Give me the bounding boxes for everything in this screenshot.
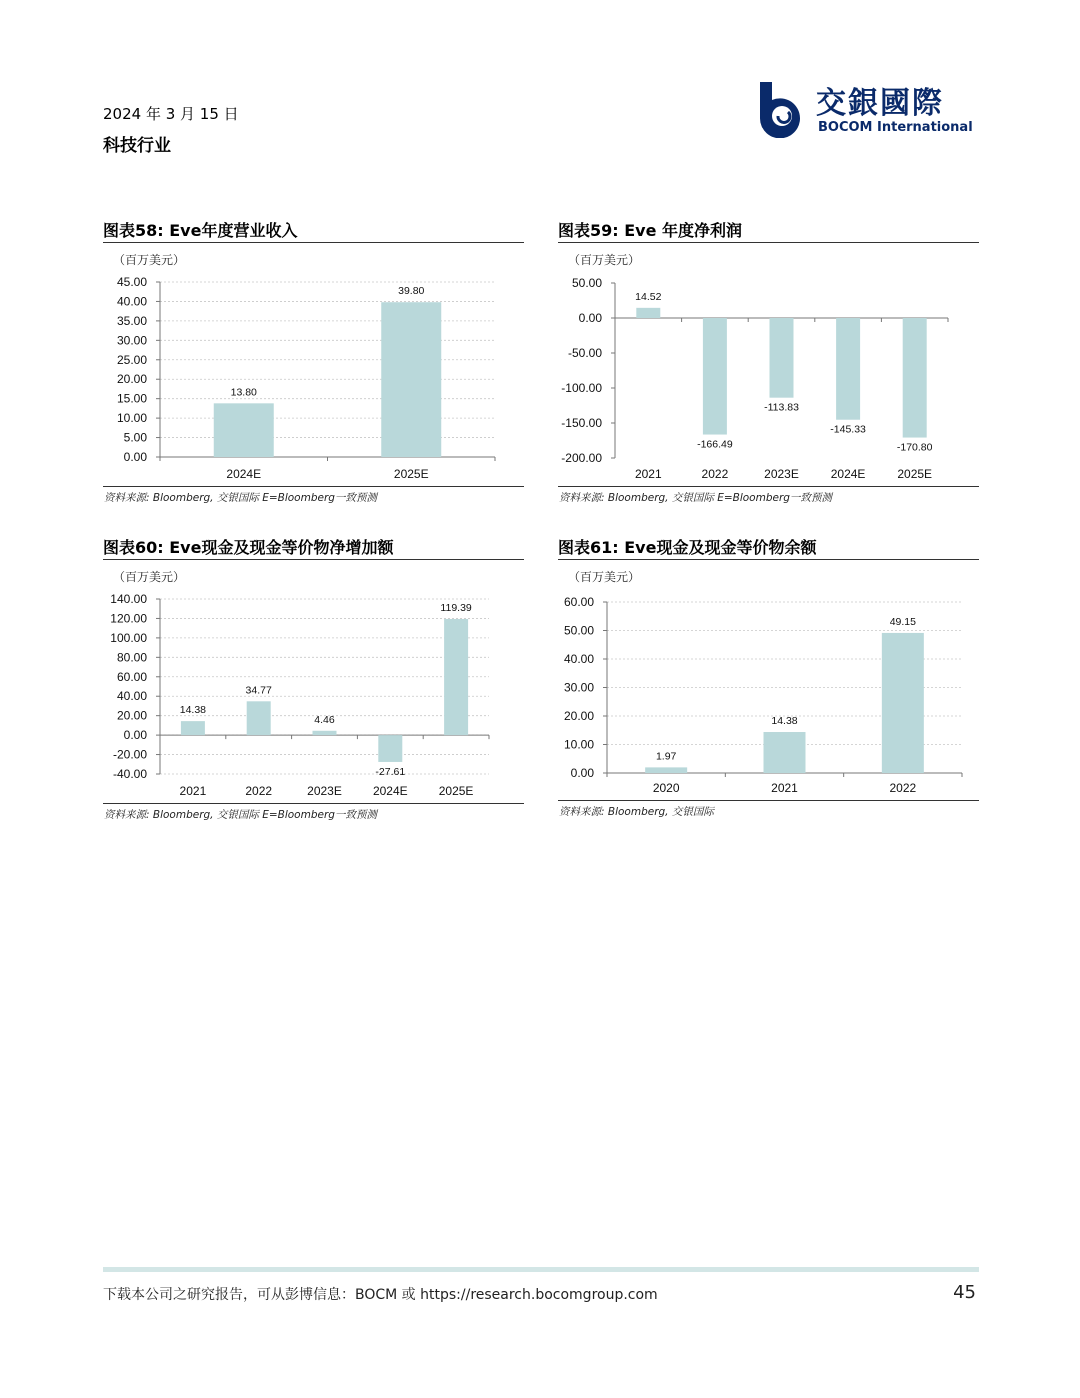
bar-2022 xyxy=(703,318,727,435)
chart-cash-balance-svg xyxy=(558,583,979,803)
data-label-2023E: -113.83 xyxy=(764,401,799,414)
bar-2021 xyxy=(181,721,205,735)
data-label-2022: 34.77 xyxy=(245,684,272,697)
data-label-2024E: -27.61 xyxy=(375,765,406,778)
y-tick-label: -50.00 xyxy=(567,346,602,360)
data-label-2025E: 39.80 xyxy=(398,285,425,298)
x-category-label: 2020 xyxy=(652,781,680,795)
chart-net-cash-increase-svg xyxy=(103,583,524,803)
x-category-label: 2021 xyxy=(634,467,662,481)
y-tick-label: 80.00 xyxy=(116,650,147,665)
bar-2024E xyxy=(836,318,860,420)
y-tick-label: 140.00 xyxy=(110,592,147,606)
x-category-label: 2024E xyxy=(226,467,262,481)
bar-2020 xyxy=(645,767,687,773)
data-label-2025E: -170.80 xyxy=(896,441,933,454)
chart-unit: （百万美元） xyxy=(113,570,186,584)
x-category-label: 2025E xyxy=(897,467,933,481)
data-label-2024E: -145.33 xyxy=(830,423,866,436)
bar-2022 xyxy=(882,633,924,773)
x-category-label: 2025E xyxy=(438,784,474,798)
chart-bottom-rule xyxy=(558,486,979,487)
x-category-label: 2024E xyxy=(372,784,408,798)
title-divider xyxy=(558,559,979,560)
y-tick-label: -100.00 xyxy=(561,381,602,395)
data-label-2022: -166.49 xyxy=(697,438,733,451)
y-tick-label: 60.00 xyxy=(116,669,147,684)
y-tick-label: -200.00 xyxy=(561,451,602,465)
y-tick-label: 40.00 xyxy=(116,689,147,704)
y-tick-label: 10.00 xyxy=(116,411,147,426)
bar-2024E xyxy=(214,403,274,457)
chart-bottom-rule xyxy=(558,800,979,801)
chart-net-profit-svg xyxy=(558,266,979,486)
y-tick-label: 20.00 xyxy=(563,709,594,723)
chart-unit: （百万美元） xyxy=(568,253,641,267)
y-tick-label: 0.00 xyxy=(123,728,147,743)
x-category-label: 2025E xyxy=(393,467,429,481)
data-label-2020: 1.97 xyxy=(655,750,677,763)
x-category-label: 2023E xyxy=(764,467,799,481)
chart-bottom-rule xyxy=(103,486,524,487)
data-label-2021: 14.38 xyxy=(179,704,207,717)
y-tick-label: 60.00 xyxy=(563,595,594,609)
y-tick-label: 40.00 xyxy=(563,652,594,666)
y-tick-label: 50.00 xyxy=(571,276,602,290)
bar-2025E xyxy=(903,318,927,438)
bar-2021 xyxy=(636,308,660,318)
bar-2024E xyxy=(378,735,402,762)
y-tick-label: 0.00 xyxy=(570,766,594,780)
bar-2025E xyxy=(381,302,441,457)
y-tick-label: 15.00 xyxy=(116,391,147,406)
y-tick-label: 40.00 xyxy=(116,294,147,309)
chart-title: 图表61: Eve现金及现金等价物余额 xyxy=(558,538,817,557)
bocom-logo xyxy=(752,78,980,142)
footer-bar xyxy=(103,1267,979,1272)
x-category-label: 2021 xyxy=(179,784,207,798)
x-category-label: 2022 xyxy=(245,784,273,798)
y-tick-label: -40.00 xyxy=(112,767,147,781)
chart-title: 图表59: Eve 年度净利润 xyxy=(558,221,743,240)
chart-source: 资料来源: Bloomberg, 交银国际 E=Bloomberg一致预测 xyxy=(559,492,832,504)
logo-chinese-text: 交銀國際 xyxy=(816,86,944,121)
y-tick-label: 30.00 xyxy=(563,680,594,695)
chart-revenue-svg xyxy=(103,266,524,486)
y-tick-label: 50.00 xyxy=(563,623,594,638)
data-label-2022: 49.15 xyxy=(889,615,916,628)
bar-2023E xyxy=(770,318,794,398)
y-tick-label: -20.00 xyxy=(112,747,147,762)
y-tick-label: 25.00 xyxy=(116,352,147,367)
chart-title: 图表60: Eve现金及现金等价物净增加额 xyxy=(103,538,394,557)
data-label-2024E: 13.80 xyxy=(230,386,257,399)
bar-2021 xyxy=(764,732,806,773)
report-date: 2024 年 3 月 15 日 xyxy=(103,105,239,123)
data-label-2021: 14.52 xyxy=(635,290,662,303)
y-tick-label: 10.00 xyxy=(563,737,594,752)
y-tick-label: 5.00 xyxy=(123,430,147,445)
chart-unit: （百万美元） xyxy=(568,570,641,584)
footer-download-text: 下载本公司之研究报告，可从彭博信息：BOCM 或 https://research.bocomgroup.com xyxy=(103,1287,658,1303)
data-label-2021: 14.38 xyxy=(771,715,798,728)
chart-source: 资料来源: Bloomberg, 交银国际 xyxy=(559,806,714,818)
y-tick-label: 35.00 xyxy=(116,313,147,328)
y-tick-label: 45.00 xyxy=(116,275,147,289)
y-tick-label: 120.00 xyxy=(110,611,147,626)
title-divider xyxy=(558,242,979,243)
y-tick-label: 30.00 xyxy=(116,333,147,348)
bar-2025E xyxy=(444,619,468,735)
chart-title: 图表58: Eve年度营业收入 xyxy=(103,221,298,240)
x-category-label: 2021 xyxy=(771,781,798,795)
x-category-label: 2023E xyxy=(307,784,342,798)
logo-english-text: BOCOM International xyxy=(818,120,973,135)
page-number: 45 xyxy=(953,1282,976,1303)
x-category-label: 2022 xyxy=(701,467,729,481)
title-divider xyxy=(103,242,524,243)
data-label-2025E: 119.39 xyxy=(440,602,472,615)
chart-source: 资料来源: Bloomberg, 交银国际 E=Bloomberg一致预测 xyxy=(104,809,377,821)
bar-2023E xyxy=(313,731,337,735)
sector-title: 科技行业 xyxy=(103,136,171,156)
title-divider xyxy=(103,559,524,560)
y-tick-label: 100.00 xyxy=(110,630,147,645)
bocom-logo-icon xyxy=(752,78,812,138)
chart-source: 资料来源: Bloomberg, 交银国际 E=Bloomberg一致预测 xyxy=(104,492,377,504)
y-tick-label: 0.00 xyxy=(123,450,147,464)
bar-2022 xyxy=(247,701,271,735)
chart-unit: （百万美元） xyxy=(113,253,186,267)
chart-bottom-rule xyxy=(103,803,524,804)
data-label-2023E: 4.46 xyxy=(314,713,335,726)
y-tick-label: 20.00 xyxy=(116,372,147,387)
y-tick-label: -150.00 xyxy=(561,416,602,430)
x-category-label: 2024E xyxy=(830,467,866,481)
x-category-label: 2022 xyxy=(889,781,917,795)
y-tick-label: 0.00 xyxy=(578,311,602,325)
y-tick-label: 20.00 xyxy=(116,708,147,723)
